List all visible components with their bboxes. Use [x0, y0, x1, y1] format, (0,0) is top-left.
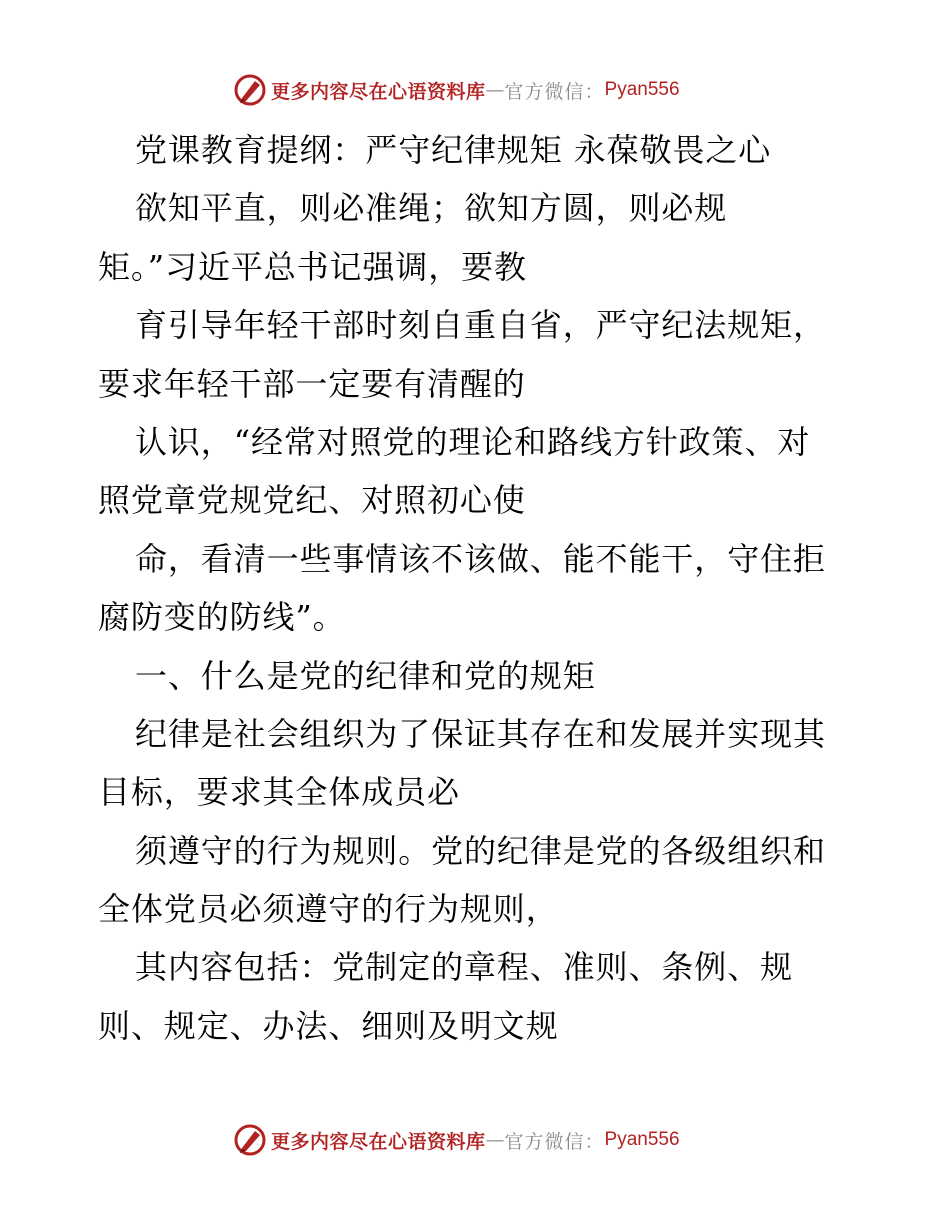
text-line: 要求年轻干部一定要有清醒的 [98, 364, 526, 403]
text-line: 其内容包括：党制定的章程、准则、条例、规 [135, 948, 794, 987]
text-line: 目标，要求其全体成员必 [98, 773, 460, 812]
text-line: 欲知平直，则必准绳；欲知方圆，则必规 [135, 189, 728, 228]
text-line: 照党章党规党纪、对照初心使 [98, 481, 526, 520]
pen-logo-icon [233, 1123, 267, 1157]
watermark-label: 官方微信： [504, 80, 605, 103]
section-heading: 一、什么是党的纪律和党的规矩 [135, 656, 596, 695]
text-line: 育引导年轻干部时刻自重自省，严守纪法规矩， [135, 306, 826, 345]
watermark-separator: — [485, 79, 505, 101]
watermark-title: 更多内容尽在心语资料库 [271, 80, 486, 103]
document-body [98, 121, 858, 1055]
header-watermark [233, 70, 753, 110]
pen-logo-icon [233, 73, 267, 107]
watermark-wechat-id: Pyan556 [604, 1129, 680, 1150]
document-title: 党课教育提纲：严守纪律规矩 永葆敬畏之心 [135, 131, 772, 169]
text-line: 腐防变的防线”。 [98, 598, 346, 637]
text-line: 全体党员必须遵守的行为规则， [98, 890, 559, 929]
footer-watermark [233, 1120, 753, 1160]
watermark-label: 官方微信： [504, 1130, 605, 1153]
watermark-separator: — [485, 1129, 505, 1151]
text-line: 纪律是社会组织为了保证其存在和发展并实现其 [135, 714, 826, 753]
watermark-title: 更多内容尽在心语资料库 [271, 1130, 486, 1153]
text-line: 则、规定、办法、细则及明文规 [98, 1006, 559, 1045]
text-line: 命，看清一些事情该不该做、能不能干，守住拒 [135, 539, 826, 578]
text-line: 矩。”习近平总书记强调，要教 [98, 247, 527, 286]
watermark-wechat-id: Pyan556 [604, 79, 680, 100]
text-line: 须遵守的行为规则。党的纪律是党的各级组织和 [135, 831, 826, 870]
text-line: 认识，“经常对照党的理论和路线方针政策、对 [135, 422, 811, 461]
